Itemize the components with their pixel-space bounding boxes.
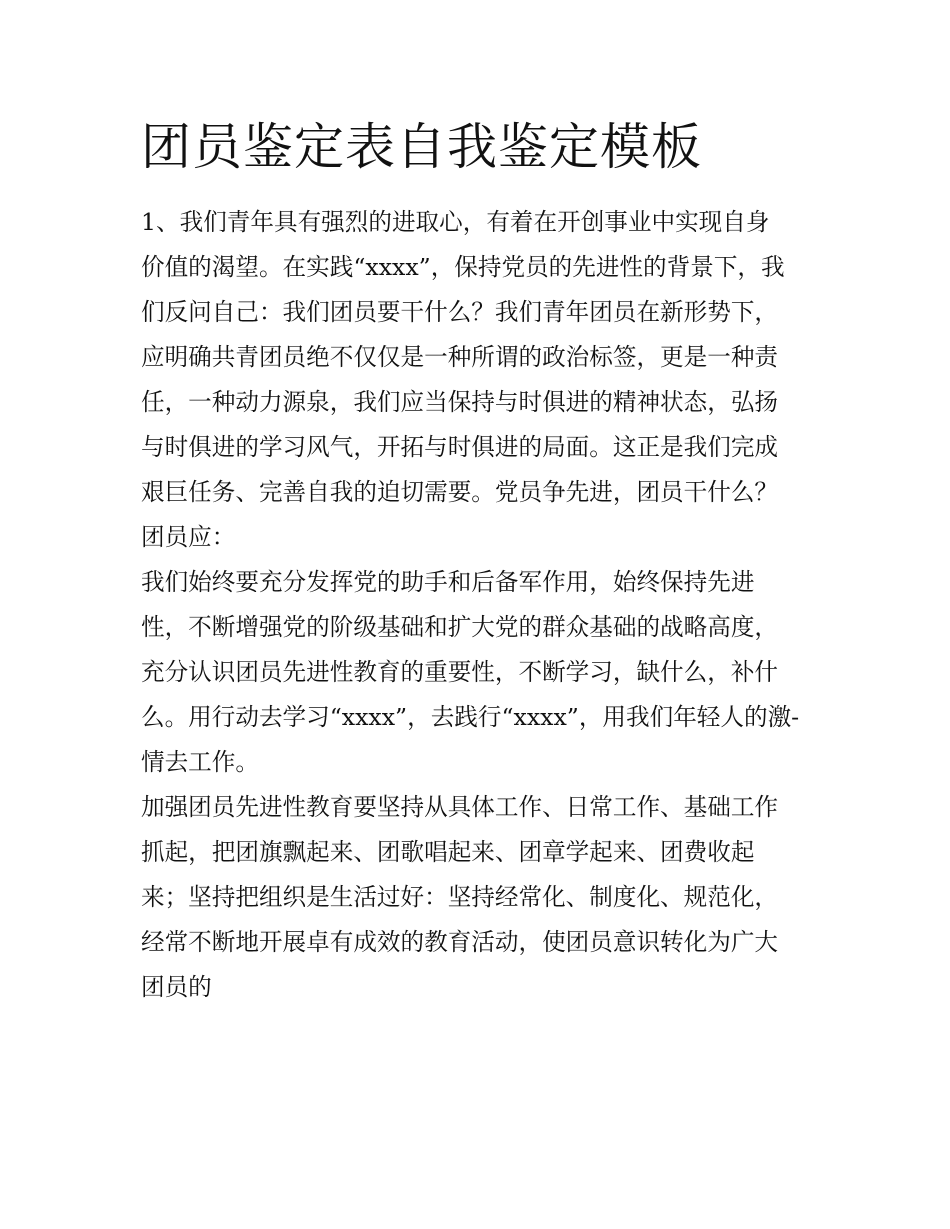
text-line: 团员的 xyxy=(141,973,212,1001)
document-body xyxy=(141,200,821,1010)
document-title: 团员鉴定表自我鉴定模板 xyxy=(141,118,702,176)
text-line: 经常不断地开展卓有成效的教育活动，使团员意识转化为广大 xyxy=(141,928,779,956)
text-line: 我们始终要充分发挥党的助手和后备军作用，始终保持先进 xyxy=(141,568,755,596)
text-line: 情去工作。 xyxy=(141,748,259,776)
text-line: 与时俱进的学习风气，开拓与时俱进的局面。这正是我们完成 xyxy=(141,433,779,461)
text-line: 团员应： xyxy=(141,523,236,551)
text-line: 么。用行动去学习“xxxx”，去践行“xxxx”，用我们年轻人的激- xyxy=(141,703,800,731)
text-line: 充分认识团员先进性教育的重要性，不断学习，缺什么，补什 xyxy=(141,658,779,686)
text-line: 艰巨任务、完善自我的迫切需要。党员争先进，团员干什么？ xyxy=(141,478,779,506)
text-line: 来；坚持把组织是生活过好：坚持经常化、制度化、规范化， xyxy=(141,883,779,911)
text-line: 加强团员先进性教育要坚持从具体工作、日常工作、基础工作 xyxy=(141,793,779,821)
text-line: 价值的渴望。在实践“xxxx”，保持党员的先进性的背景下，我 xyxy=(141,253,785,281)
text-line: 应明确共青团员绝不仅仅是一种所谓的政治标签，更是一种责 xyxy=(141,343,779,371)
text-line: 抓起，把团旗飘起来、团歌唱起来、团章学起来、团费收起 xyxy=(141,838,755,866)
text-line: 性，不断增强党的阶级基础和扩大党的群众基础的战略高度， xyxy=(141,613,779,641)
text-line: 任，一种动力源泉，我们应当保持与时俱进的精神状态，弘扬 xyxy=(141,388,779,416)
text-line: 1、我们青年具有强烈的进取心，有着在开创事业中实现自身 xyxy=(141,208,770,236)
text-line: 们反问自己：我们团员要干什么？我们青年团员在新形势下， xyxy=(141,298,779,326)
